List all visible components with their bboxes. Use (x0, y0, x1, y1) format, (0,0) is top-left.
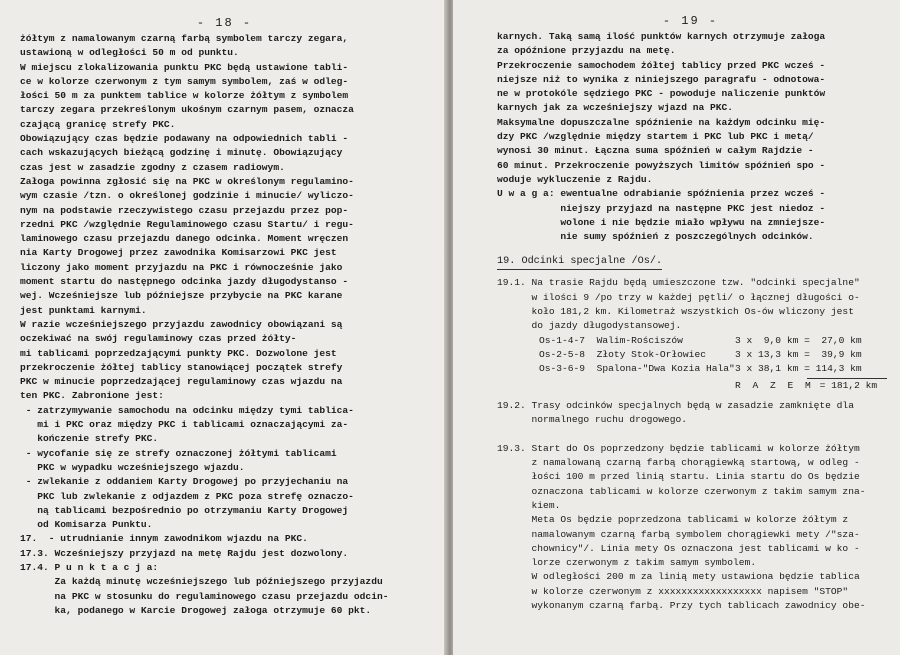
text-line: czas jest w zasadzie zgodny z czasem radiowym. (20, 161, 285, 173)
text-line: Obowiązujący czas będzie podawany na odpowiednich tabli - (20, 133, 349, 145)
right-text-block-top (497, 30, 884, 244)
text-line: ka, podanego w Karcie Drogowej załoga otrzymuje 60 pkt. (20, 604, 372, 616)
text-line: z namalowaną czarną farbą chorągiewką startową, w odleg - (497, 457, 860, 469)
text-line: kiem. (497, 499, 561, 511)
stage-distance: 3 x 38,1 km = 114,3 km (735, 363, 862, 375)
text-line: jest punktami karnymi. (20, 304, 147, 316)
text-line: liczony jako moment przyjazdu na PKC i równocześnie jako (20, 261, 343, 273)
text-line: namalowanym czarną farbą symbolem chorągiewki mety /"sza- (497, 528, 860, 540)
text-line: ce w kolorze czerwonym z tym samym symbolem, zaś w odleg- (20, 75, 349, 87)
text-line: ną tablicami bezpośrednio po otrzymaniu Karty Drogowej (20, 504, 349, 516)
text-line: 17.4. P u n k t a c j a: (20, 561, 159, 573)
text-line: kończenie strefy PKC. (20, 433, 159, 445)
text-line: - zatrzymywanie samochodu na odcinku między tymi tablica- (20, 404, 354, 416)
text-line: do jazdy długodystansowej. (497, 320, 682, 332)
text-line: nym na podstawie rzeczywistego czasu przejazdu przez pop- (20, 204, 349, 216)
text-line: Załoga powinna zgłosić się na PKC w określonym regulamino- (20, 175, 354, 187)
text-line: na PKC w stosunku do regulaminowego czasu przejazdu odcin- (20, 590, 389, 602)
text-line: nia Karty Drogowej przez zawodnika Komisarzowi PKC jest (20, 247, 337, 259)
text-line: woduje wykluczenie z Rajdu. (497, 173, 653, 185)
text-line: lorze czerwonym z takim samym symbolem. (497, 557, 757, 569)
text-line: nie sumy spóźnień z poszczególnych odcinków. (497, 231, 814, 243)
text-line: od Komisarza Punktu. (20, 519, 153, 531)
text-line: ten PKC. Zabronione jest: (20, 390, 164, 402)
text-line: U w a g a: ewentualne odrabianie spóźnienia przez wcześ - (497, 188, 826, 200)
stage-table (497, 334, 884, 377)
text-line: koło 181,2 km. Kilometraż wszystkich Os-ów wliczony jest (497, 306, 854, 318)
text-line: wykonanym czarną farbą. Przy tych tablicach zawodnicy obe- (497, 599, 866, 611)
stage-name: Os-1-4-7 Walim-Rościszów (539, 334, 683, 346)
text-line: mi i PKC oraz między PKC i tablicami oznaczającymi za- (20, 419, 349, 431)
text-line: - zwlekanie z oddaniem Karty Drogowej po przyjechaniu na (20, 476, 349, 488)
stage-row (497, 362, 884, 376)
text-line: PKC lub zwlekanie z odjazdem z PKC poza strefę oznaczo- (20, 490, 354, 502)
text-line: W miejscu zlokalizowania punktu PKC będą ustawione tabli- (20, 61, 349, 73)
text-line: w ilości 9 /po trzy w każdej pętli/ o łącznej długości o- (497, 291, 860, 303)
text-line: normalnego ruchu drogowego. (497, 414, 687, 426)
right-page (453, 0, 900, 655)
stage-distance: 3 x 9,0 km = 27,0 km (735, 334, 862, 346)
text-line: oznaczona tablicami w kolorze czerwonym z takim samym zna- (497, 485, 866, 497)
left-text-block (20, 32, 429, 618)
text-line: Przekroczenie samochodem żółtej tablicy przed PKC wcześ - (497, 59, 826, 71)
section-heading: 19. Odcinki specjalne /Os/. (497, 254, 662, 270)
text-line: przekroczenie żółtej tablicy stanowiącej początek strefy (20, 361, 343, 373)
text-line: karnych. Taką samą ilość punktów karnych otrzymuje załoga (497, 31, 826, 42)
stage-name: Os-3-6-9 Spalona-"Dwa Kozia Hala" (539, 363, 735, 375)
right-text-block-bottom (497, 399, 884, 613)
text-line: karnych jak za wcześniejszy wjazd na PKC. (497, 102, 734, 114)
text-line: Maksymalne dopuszczalne spóźnienie na każdym odcinku mię- (497, 116, 826, 128)
text-line: chownicy"/. Linia mety Os oznaczona jest tablicami w ko - (497, 542, 860, 554)
text-line: cach wskazujących bieżącą godzinę i minutę. Obowiązujący (20, 147, 343, 159)
text-line: wej. Wcześniejsze lub późniejsze przybycie na PKC karane (20, 290, 343, 302)
total-label: R A Z E M (735, 379, 814, 391)
section-19-1-text (497, 276, 884, 333)
text-line: czającą granicę strefy PKC. (20, 118, 176, 130)
page-number: - 19 - (662, 14, 719, 28)
text-line: Meta Os będzie poprzedzona tablicami w kolorze żółtym z (497, 514, 849, 526)
stage-row (497, 334, 884, 348)
text-line: żółtym z namalowanym czarną farbą symbolem tarczy zegara, (20, 33, 349, 44)
text-line: moment startu do następnego odcinka jazdy długodystanso - (20, 276, 349, 288)
text-line: tarczy zegara przekreślonym ukośnym czarnym pasem, oznacza (20, 104, 354, 116)
left-page (0, 0, 447, 655)
text-line: ne w protokóle sędziego PKC - powoduje naliczenie punktów (497, 88, 826, 100)
text-line: oczekiwać na swój regulaminowy czas przed żółty- (20, 333, 297, 345)
text-line: niejszy przyjazd na następne PKC jest niedoz - (497, 202, 826, 214)
text-line: PKC w wypadku wcześniejszego wjazdu. (20, 461, 245, 473)
text-line: 17.3. Wcześniejszy przyjazd na metę Rajdu jest dozwolony. (20, 547, 349, 559)
text-line: ustawioną w odległości 50 m od punktu. (20, 47, 239, 59)
text-line: PKC w minucie poprzedzającej regulaminowy czas wjazdu na (20, 376, 343, 388)
text-line (497, 427, 884, 441)
text-line: 17. - utrudnianie innym zawodnikom wjazdu na PKC. (20, 533, 308, 545)
stage-distance: 3 x 13,3 km = 39,9 km (735, 348, 862, 360)
text-line: Za każdą minutę wcześniejszego lub późniejszego przyjazdu (20, 576, 383, 588)
text-line: za opóźnione przyjazdu na metę. (497, 45, 676, 57)
text-line: wolone i nie będzie miało wpływu na zmniejsze- (497, 216, 826, 228)
stage-total-row (497, 379, 884, 393)
page-number: - 18 - (196, 16, 253, 30)
stage-name: Os-2-5-8 Złoty Stok-Orłowiec (539, 348, 706, 360)
stage-row (497, 348, 884, 362)
text-line: - wycofanie się ze strefy oznaczonej żółtymi tablicami (20, 447, 337, 459)
text-line: niejsze niż to wynika z niniejszego paragrafu - odnotowa- (497, 73, 826, 85)
text-line: w kolorze czerwonym z xxxxxxxxxxxxxxxxxx napisem "STOP" (497, 585, 849, 597)
text-line: W razie wcześniejszego przyjazdu zawodnicy obowiązani są (20, 318, 343, 330)
text-line: 19.3. Start do Os poprzedzony będzie tablicami w kolorze żółtym (497, 442, 860, 454)
text-line: łości 50 m za punktem tablice w kolorze żółtym z symbolem (20, 90, 349, 102)
text-line: wynosi 30 minut. Łączna suma spóźnień w całym Rajdzie - (497, 145, 814, 157)
text-line: łości 100 m przed linią startu. Linia startu do Os będzie (497, 471, 860, 483)
text-line: W odległości 200 m za linią mety ustawiona będzie tablica (497, 571, 860, 583)
text-line: laminowego czasu przejazdu danego odcinka. Moment wręczen (20, 233, 349, 245)
total-value: = 181,2 km (819, 379, 878, 391)
text-line: mi tablicami poprzedzającymi punkty PKC. Dozwolone jest (20, 347, 337, 359)
text-line: 19.1. Na trasie Rajdu będą umieszczone tzw. "odcinki specjalne" (497, 277, 860, 289)
text-line: 60 minut. Przekroczenie powyższych limitów spóźnień spo - (497, 159, 826, 171)
text-line: 19.2. Trasy odcinków specjalnych będą w zasadzie zamknięte dla (497, 399, 854, 411)
text-line: dzy PKC /względnie między startem i PKC lub PKC i metą/ (497, 131, 814, 143)
text-line: rzedni PKC /względnie Regulaminowego czasu Startu/ i regu- (20, 218, 354, 230)
text-line: wym czasie /tzn. o określonej godzinie i minucie/ wyliczo- (20, 190, 354, 202)
